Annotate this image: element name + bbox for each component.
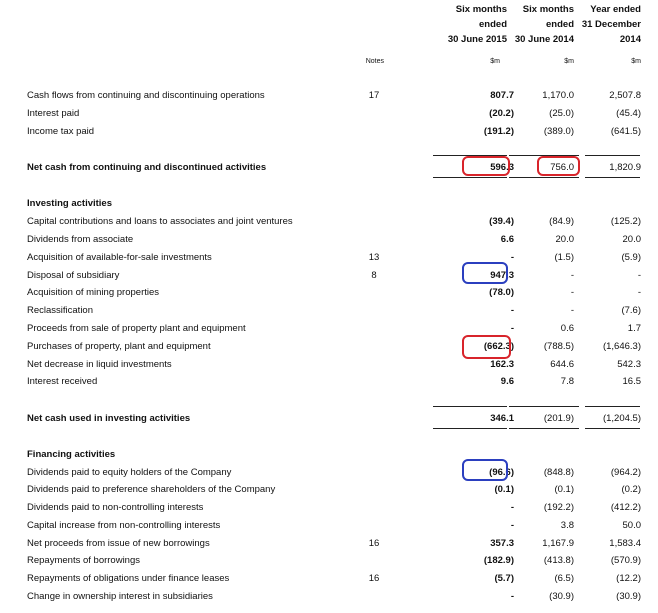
table-row: [0, 571, 658, 589]
value-six-months-2014: -: [570, 305, 574, 316]
value-year-2014: 2,507.8: [609, 90, 641, 101]
row-label: Purchases of property, plant and equipment: [27, 341, 211, 352]
value-year-2014: 542.3: [617, 359, 641, 370]
value-six-months-2014: (84.9): [549, 216, 574, 227]
row-note: 8: [371, 270, 377, 281]
value-six-months-2014: 7.8: [560, 376, 574, 387]
total-top-rule: [585, 406, 640, 407]
total-bottom-rule: [585, 428, 640, 429]
value-year-2014: 16.5: [622, 376, 641, 387]
value-year-2014: (125.2): [610, 216, 641, 227]
row-label: Proceeds from sale of property plant and equipment: [27, 323, 246, 334]
value-six-months-2015: (662.3): [483, 341, 514, 352]
header-col3: Year ended 31 December 2014: [581, 4, 641, 45]
row-label: Income tax paid: [27, 126, 95, 137]
value-year-2014: 1,583.4: [609, 538, 641, 549]
table-row: [0, 465, 658, 483]
total-top-rule: [509, 406, 579, 407]
notes-header: Notes: [365, 58, 384, 65]
value-six-months-2014: 1,170.0: [542, 90, 574, 101]
table-row: [0, 500, 658, 518]
table-row: [0, 250, 658, 268]
value-six-months-2014: (192.2): [543, 502, 574, 513]
total-top-rule: [433, 406, 507, 407]
row-label: Acquisition of available-for-sale investments: [27, 252, 212, 263]
row-label: Net cash used in investing activities: [27, 413, 191, 424]
value-six-months-2014: (1.5): [554, 252, 574, 263]
value-six-months-2014: (30.9): [549, 591, 574, 602]
value-six-months-2015: -: [510, 502, 514, 513]
value-six-months-2014: 756.0: [550, 162, 574, 173]
value-six-months-2014: (25.0): [549, 108, 574, 119]
row-label: Net proceeds from issue of new borrowings: [27, 538, 210, 549]
row-label: Repayments of borrowings: [27, 555, 140, 566]
value-year-2014: 1.7: [627, 323, 641, 334]
table-row: [0, 303, 658, 321]
table-row: [0, 106, 658, 124]
value-six-months-2014: 644.6: [550, 359, 574, 370]
value-year-2014: -: [637, 270, 641, 281]
row-label: Cash flows from continuing and discontinuing operations: [27, 90, 265, 101]
row-label: Dividends from associate: [27, 234, 134, 245]
row-label: Acquisition of mining properties: [27, 287, 160, 298]
value-six-months-2015: (39.4): [489, 216, 514, 227]
row-label: Interest received: [27, 376, 98, 387]
header-col1: Six months ended 30 June 2015: [447, 4, 507, 45]
row-label: Dividends paid to preference shareholders of the Company: [27, 484, 276, 495]
value-year-2014: (1,646.3): [602, 341, 641, 352]
table-row: [0, 214, 658, 232]
value-year-2014: (12.2): [616, 573, 641, 584]
value-year-2014: (5.9): [621, 252, 641, 263]
value-six-months-2014: (788.5): [543, 341, 574, 352]
value-six-months-2014: (848.8): [543, 467, 574, 478]
row-label: Investing activities: [27, 198, 113, 209]
row-label: Interest paid: [27, 108, 80, 119]
table-row: [0, 411, 658, 429]
value-six-months-2015: 346.1: [490, 413, 514, 424]
row-label: Dividends paid to equity holders of the Company: [27, 467, 232, 478]
value-six-months-2015: (0.1): [494, 484, 514, 495]
value-six-months-2015: (5.7): [494, 573, 514, 584]
row-label: Repayments of obligations under finance leases: [27, 573, 230, 584]
total-bottom-rule: [433, 177, 507, 178]
value-six-months-2015: -: [510, 591, 514, 602]
value-six-months-2015: (78.0): [489, 287, 514, 298]
value-year-2014: 20.0: [622, 234, 641, 245]
value-year-2014: -: [637, 287, 641, 298]
table-row: [0, 536, 658, 554]
value-six-months-2014: 0.6: [560, 323, 574, 334]
value-year-2014: (30.9): [616, 591, 641, 602]
unit-col2: $m: [564, 58, 574, 65]
table-row: [0, 357, 658, 375]
row-label: Capital increase from non-controlling interests: [27, 520, 221, 531]
table-row: [0, 374, 658, 392]
total-top-rule: [585, 155, 640, 156]
value-year-2014: (964.2): [610, 467, 641, 478]
table-row: [0, 321, 658, 339]
table-row: [0, 285, 658, 303]
row-label: Disposal of subsidiary: [27, 270, 120, 281]
table-row: [0, 196, 658, 214]
header-col2: Six months ended 30 June 2014: [514, 4, 574, 45]
value-six-months-2014: (413.8): [543, 555, 574, 566]
table-row: [0, 88, 658, 106]
unit-col1: $m: [490, 58, 500, 65]
row-label: Net cash from continuing and discontinued activities: [27, 162, 267, 173]
row-note: 16: [368, 538, 380, 549]
value-six-months-2015: 162.3: [490, 359, 514, 370]
value-six-months-2014: (0.1): [554, 484, 574, 495]
total-bottom-rule: [509, 177, 579, 178]
value-six-months-2014: 20.0: [555, 234, 574, 245]
table-row: [0, 482, 658, 500]
value-year-2014: (45.4): [616, 108, 641, 119]
value-six-months-2015: (20.2): [489, 108, 514, 119]
value-six-months-2014: -: [570, 270, 574, 281]
table-row: [0, 589, 658, 607]
table-row: [0, 518, 658, 536]
row-label: Financing activities: [27, 449, 116, 460]
value-year-2014: 50.0: [622, 520, 641, 531]
table-row: [0, 553, 658, 571]
value-six-months-2014: (389.0): [543, 126, 574, 137]
value-six-months-2015: 6.6: [500, 234, 514, 245]
total-bottom-rule: [585, 177, 640, 178]
row-label: Net decrease in liquid investments: [27, 359, 172, 370]
value-year-2014: 1,820.9: [609, 162, 641, 173]
value-six-months-2015: -: [510, 305, 514, 316]
value-six-months-2015: -: [510, 520, 514, 531]
table-row: [0, 268, 658, 286]
value-year-2014: (7.6): [621, 305, 641, 316]
value-six-months-2015: 596.3: [490, 162, 514, 173]
value-six-months-2014: (201.9): [543, 413, 574, 424]
value-six-months-2015: (182.9): [483, 555, 514, 566]
unit-col3: $m: [631, 58, 641, 65]
row-note: 13: [368, 252, 380, 263]
value-six-months-2015: (191.2): [483, 126, 514, 137]
total-bottom-rule: [509, 428, 579, 429]
value-six-months-2014: (6.5): [554, 573, 574, 584]
value-six-months-2014: -: [570, 287, 574, 298]
row-label: Capital contributions and loans to associates and joint ventures: [27, 216, 293, 227]
value-year-2014: (412.2): [610, 502, 641, 513]
total-bottom-rule: [433, 428, 507, 429]
value-six-months-2015: 9.6: [500, 376, 514, 387]
total-top-rule: [509, 155, 579, 156]
value-year-2014: (1,204.5): [602, 413, 641, 424]
total-top-rule: [433, 155, 507, 156]
value-year-2014: (641.5): [610, 126, 641, 137]
value-six-months-2015: 807.7: [490, 90, 514, 101]
table-row: [0, 447, 658, 465]
row-label: Dividends paid to non-controlling interests: [27, 502, 204, 513]
value-six-months-2015: 947.3: [490, 270, 514, 281]
row-label: Reclassification: [27, 305, 93, 316]
value-six-months-2014: 3.8: [560, 520, 574, 531]
table-row: [0, 339, 658, 357]
row-label: Change in ownership interest in subsidiaries: [27, 591, 213, 602]
value-six-months-2015: (96.6): [489, 467, 514, 478]
table-row: [0, 232, 658, 250]
value-six-months-2015: -: [510, 323, 514, 334]
value-year-2014: (570.9): [610, 555, 641, 566]
value-six-months-2014: 1,167.9: [542, 538, 574, 549]
table-row: [0, 160, 658, 178]
value-year-2014: (0.2): [621, 484, 641, 495]
row-note: 17: [368, 90, 380, 101]
table-row: [0, 124, 658, 142]
value-six-months-2015: 357.3: [490, 538, 514, 549]
row-note: 16: [368, 573, 380, 584]
value-six-months-2015: -: [510, 252, 514, 263]
